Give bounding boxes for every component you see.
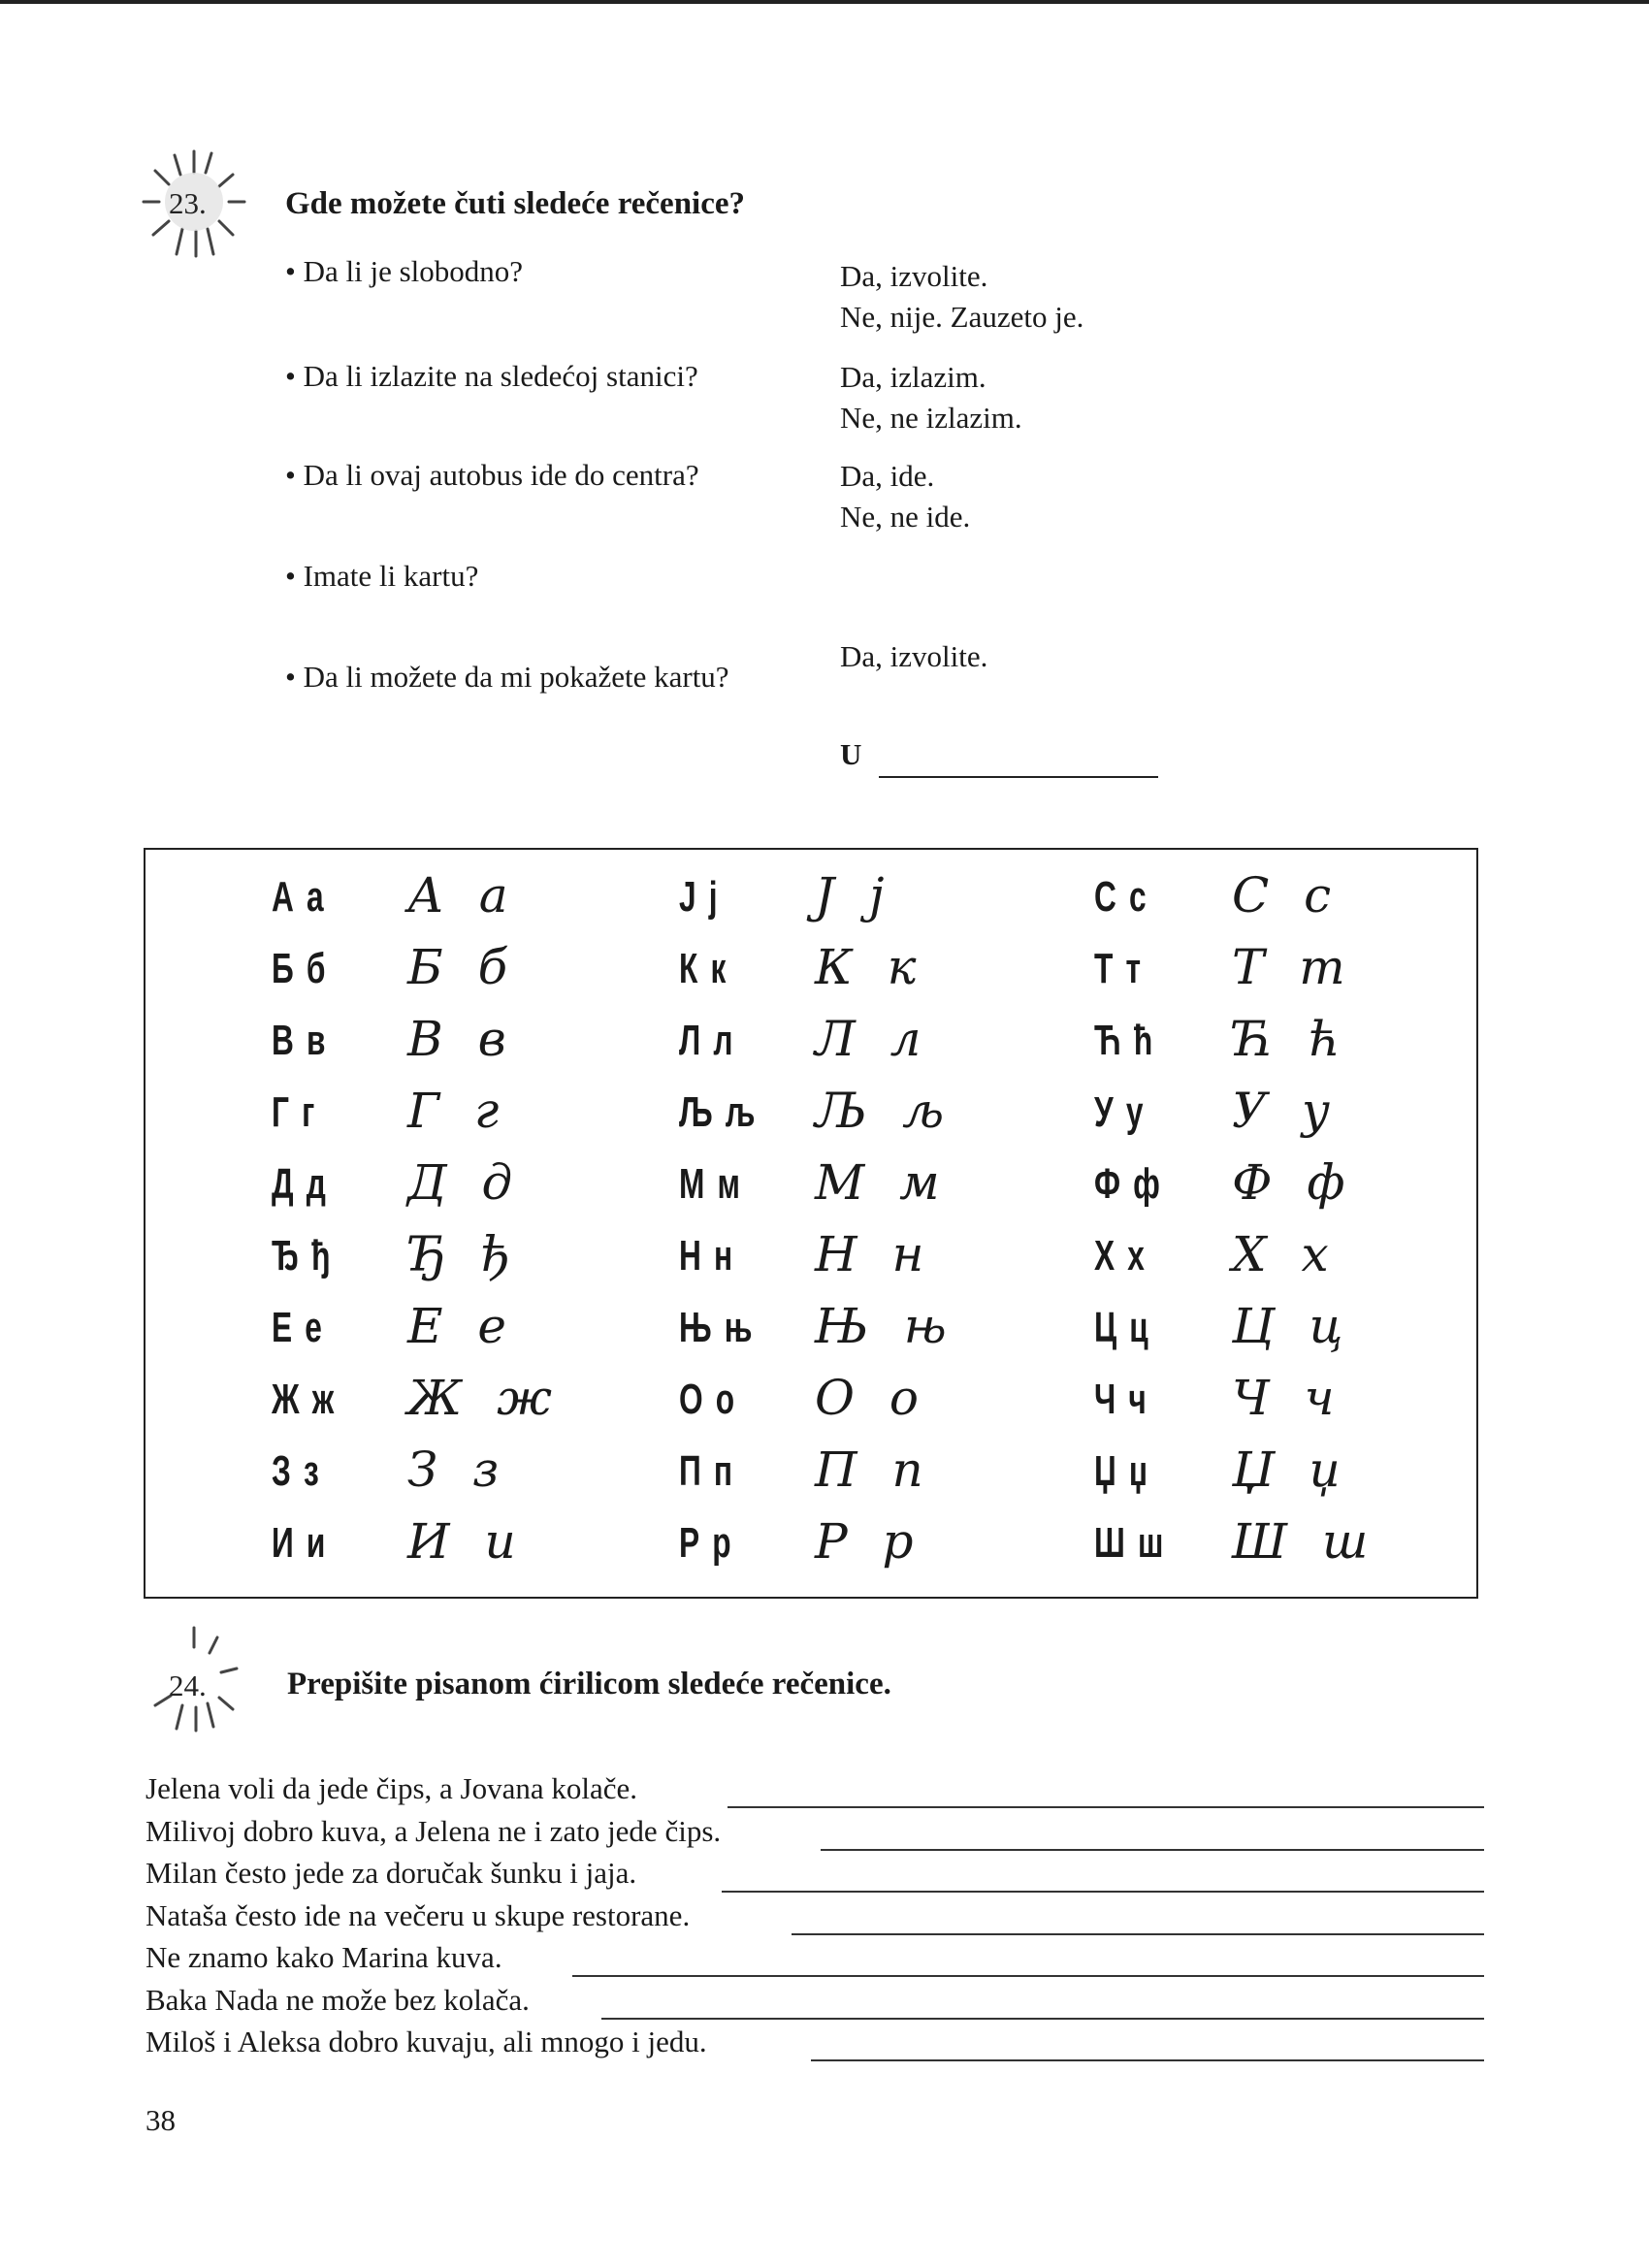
cursive-letter: Е е	[407, 1298, 516, 1354]
printed-letter: Н н	[679, 1232, 735, 1280]
question-4: • Imate li kartu?	[285, 559, 479, 593]
printed-letter: Р р	[679, 1519, 733, 1567]
cursive-letter: Ђ ђ	[407, 1226, 522, 1282]
printed-letter: А а	[272, 873, 326, 921]
printed-letter: Ф ф	[1094, 1160, 1163, 1208]
cursive-letter: М м	[815, 1154, 950, 1211]
printed-letter: Д д	[272, 1160, 328, 1208]
printed-letter: Џ џ	[1094, 1447, 1150, 1495]
printed-letter: Ђ ђ	[272, 1232, 333, 1280]
exercise-23-heading: Gde možete čuti sledeće rečenice?	[285, 186, 746, 221]
printed-letter: Ж ж	[272, 1376, 337, 1423]
answer-1-line-1: Da, izvolite.	[840, 259, 988, 293]
printed-letter: К к	[679, 945, 728, 992]
exercise-23-badge	[136, 146, 252, 262]
cursive-letter: У у	[1232, 1083, 1341, 1139]
answer-2-line-2: Ne, ne izlazim.	[840, 401, 1022, 435]
question-1: • Da li je slobodno?	[285, 254, 524, 288]
cyrillic-alphabet-chart	[144, 848, 1478, 1599]
question-2: • Da li izlazite na sledećoj stanici?	[285, 359, 698, 393]
sentence-text: Jelena voli da jede čips, a Jovana kolače.	[146, 1771, 637, 1805]
printed-letter: Л л	[679, 1017, 735, 1064]
answer-5-line-1: Da, izvolite.	[840, 639, 988, 673]
cursive-letter: А а	[407, 867, 518, 923]
printed-letter: Ч ч	[1094, 1376, 1148, 1423]
cursive-letter: Ф ф	[1232, 1154, 1355, 1211]
cursive-letter: К к	[815, 939, 926, 995]
cursive-letter: С с	[1232, 867, 1342, 923]
printed-letter: Ц ц	[1094, 1304, 1150, 1351]
printed-letter: Т т	[1094, 945, 1144, 992]
exercise-24-number: 24.	[169, 1669, 207, 1702]
cursive-letter: И и	[407, 1513, 526, 1570]
printed-letter: П п	[679, 1447, 735, 1495]
printed-letter: С с	[1094, 873, 1148, 921]
printed-letter: Е е	[272, 1304, 325, 1351]
cursive-letter: Ш ш	[1232, 1513, 1378, 1570]
cursive-letter: Ч ч	[1232, 1370, 1344, 1426]
answer-3-line-1: Da, ide.	[840, 459, 935, 493]
question-5: • Da li možete da mi pokažete kartu?	[285, 660, 729, 694]
printed-letter: Б б	[272, 945, 328, 992]
cursive-letter: Џ џ	[1232, 1442, 1350, 1498]
cursive-letter: Т т	[1232, 939, 1355, 995]
cursive-letter: П п	[815, 1442, 933, 1498]
printed-letter: М м	[679, 1160, 743, 1208]
cursive-letter: Н н	[815, 1226, 934, 1282]
cursive-letter: Ћ ћ	[1232, 1011, 1350, 1067]
printed-letter: Г г	[272, 1088, 317, 1136]
cursive-letter: Д д	[407, 1154, 523, 1211]
cursive-letter: Р р	[815, 1513, 923, 1570]
cursive-letter: Ц ц	[1232, 1298, 1353, 1354]
writing-line[interactable]	[821, 1849, 1484, 1851]
printed-letter: В в	[272, 1017, 328, 1064]
printed-letter: Ћ ћ	[1094, 1017, 1155, 1064]
writing-line[interactable]	[572, 1975, 1484, 1977]
answer-prompt-label: U	[840, 737, 862, 771]
cursive-letter: Б б	[407, 939, 518, 995]
printed-letter: У у	[1094, 1088, 1146, 1136]
answer-blank-line[interactable]	[879, 776, 1158, 778]
sentence-text: Miloš i Aleksa dobro kuvaju, ali mnogo i jedu.	[146, 2025, 707, 2058]
writing-line[interactable]	[792, 1933, 1484, 1935]
answer-1-line-2: Ne, nije. Zauzeto je.	[840, 300, 1084, 334]
cursive-letter: З з	[407, 1442, 509, 1498]
writing-line[interactable]	[601, 2018, 1484, 2020]
printed-letter: О о	[679, 1376, 737, 1423]
page-number: 38	[146, 2103, 176, 2137]
printed-letter: Ј ј	[679, 873, 720, 921]
cursive-letter: Ж ж	[407, 1370, 562, 1426]
cursive-letter: Л л	[815, 1011, 931, 1067]
cursive-letter: Ј ј	[815, 867, 894, 923]
printed-letter: Ш ш	[1094, 1519, 1166, 1567]
sentence-text: Nataša često ide na večeru u skupe restorane.	[146, 1897, 691, 1932]
question-3: • Da li ovaj autobus ide do centra?	[285, 458, 699, 492]
answer-3-line-2: Ne, ne ide.	[840, 500, 971, 534]
sentence-text: Baka Nada ne može bez kolača.	[146, 1982, 530, 2017]
cursive-letter: Х х	[1232, 1226, 1339, 1282]
printed-letter: Њ њ	[679, 1304, 755, 1351]
sentence-text: Milivoj dobro kuva, a Jelena ne i zato jede čips.	[146, 1813, 722, 1848]
exercise-24-heading: Prepišite pisanom ćirilicom sledeće rečenice.	[287, 1667, 891, 1701]
exercise-24-badge	[136, 1620, 252, 1736]
printed-letter: Х х	[1094, 1232, 1148, 1280]
cursive-letter: В в	[407, 1011, 516, 1067]
writing-line[interactable]	[722, 1891, 1484, 1893]
sentence-text: Ne znamo kako Marina kuva.	[146, 1940, 502, 1974]
printed-letter: И и	[272, 1519, 328, 1567]
sentence-text: Milan često jede za doručak šunku i jaja.	[146, 1856, 637, 1890]
printed-letter: Љ љ	[679, 1088, 758, 1136]
printed-letter: З з	[272, 1447, 321, 1495]
cursive-letter: Г г	[407, 1083, 509, 1139]
answer-2-line-1: Da, izlazim.	[840, 360, 986, 394]
cursive-letter: Њ њ	[815, 1298, 956, 1354]
writing-line[interactable]	[728, 1806, 1484, 1808]
writing-line[interactable]	[811, 2059, 1484, 2061]
scan-top-edge	[0, 0, 1649, 4]
cursive-letter: Љ љ	[815, 1083, 954, 1139]
cursive-letter: О о	[815, 1370, 928, 1426]
exercise-23-number: 23.	[169, 186, 207, 220]
